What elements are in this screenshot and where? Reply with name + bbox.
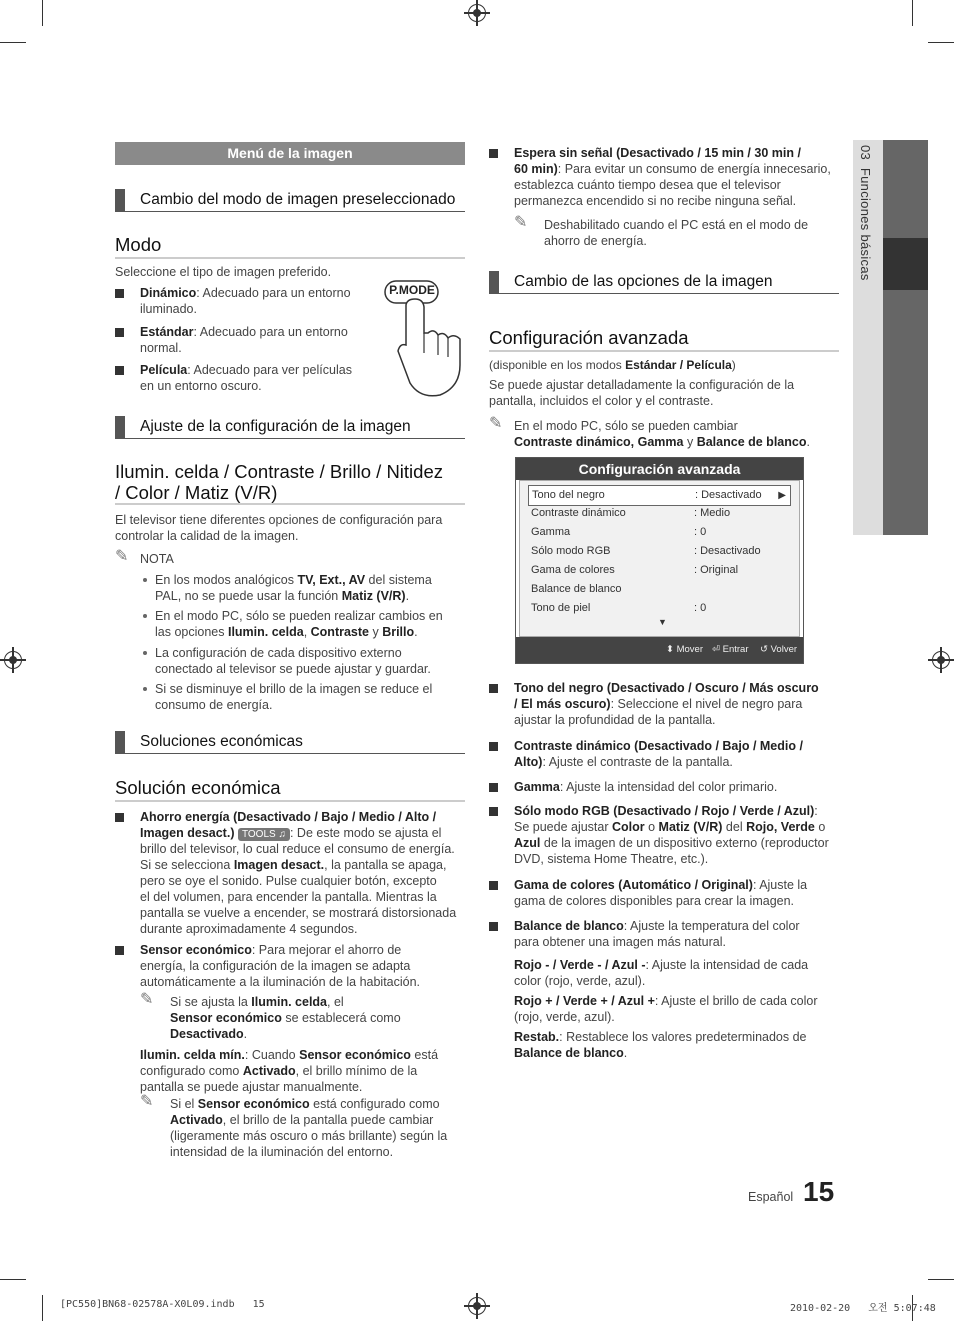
osd-hint-move: ⬍ Mover (666, 644, 704, 655)
section-heading: Solución económica (115, 776, 465, 802)
crop-mark (0, 1279, 26, 1280)
paragraph: (disponible en los modos Estándar / Película) (489, 358, 736, 372)
bullet-icon (489, 149, 498, 158)
note-item: Deshabilitado cuando el PC está en el modo de ahorro de energía. (544, 218, 809, 248)
list-item: Película: Adecuado para ver películas en un entorno oscuro. (140, 363, 352, 393)
crop-mark (42, 0, 43, 26)
footer-date: 2010-02-20 오전 5:07:48 (790, 1303, 936, 1314)
footer-file: [PC550]BN68-02578A-X0L09.indb 15 (60, 1299, 265, 1310)
bullet-icon (489, 881, 498, 890)
bullet-icon (115, 289, 124, 298)
osd-list (519, 480, 800, 637)
note-item: En los modos analógicos TV, Ext., AV del sistema PAL, no se puede usar la función Matiz (V/R). (155, 573, 432, 603)
bullet-icon (489, 922, 498, 931)
dot-bullet-icon (143, 651, 147, 655)
paragraph: Rojo - / Verde - / Azul -: Ajuste la intensidad de cada color (rojo, verde, azul). (514, 958, 809, 988)
note-item: En el modo PC, sólo se pueden realizar cambios en las opciones Ilumin. celda, Contraste y Brillo. (155, 609, 443, 639)
paragraph: El televisor tiene diferentes opciones de configuración para controlar la calidad de la imagen. (115, 513, 443, 543)
crop-mark (0, 42, 26, 43)
paragraph: Rojo + / Verde + / Azul +: Ajuste el brillo de cada color (rojo, verde, azul). (514, 994, 818, 1024)
dot-bullet-icon (143, 614, 147, 618)
list-item: Sensor económico: Para mejorar el ahorro de energía, la configuración de la imagen se adapta automáticamente a la iluminación de la habitación. (140, 943, 421, 989)
note-pencil-icon: ✎ (514, 214, 528, 231)
list-item: Dinámico: Adecuado para un entorno iluminado. (140, 286, 351, 316)
list-item: Contraste dinámico (Desactivado / Bajo / Medio / Alto): Ajuste el contraste de la pantalla. (514, 739, 803, 769)
crop-mark (928, 42, 954, 43)
section-heading: Configuración avanzada (489, 326, 839, 352)
osd-row-selected[interactable]: Tono del negro : Desactivado ▶ (528, 485, 791, 506)
osd-footer (516, 637, 803, 663)
subsection-heading: Cambio del modo de imagen preseleccionado (115, 189, 465, 212)
section-heading: Ilumin. celda / Contraste / Brillo / Nitidez / Color / Matiz (V/R) (115, 461, 465, 505)
note-item: En el modo PC, sólo se pueden cambiar Contraste dinámico, Gamma y Balance de blanco. (514, 419, 810, 449)
note-pencil-icon: ✎ (140, 1093, 154, 1110)
osd-row[interactable]: Contraste dinámico : Medio (531, 507, 731, 519)
note-item: La configuración de cada dispositivo externo conectado al televisor se puede ajustar y guardar. (155, 646, 431, 676)
registration-mark-icon (4, 651, 22, 669)
paragraph: Seleccione el tipo de imagen preferido. (115, 265, 332, 279)
crop-mark (928, 1279, 954, 1280)
list-item: Espera sin señal (Desactivado / 15 min / 30 min / 60 min): Para evitar un consumo de energía innecesario, establezca cuánto tiempo desea que el televisor permanezca encendido si no recibe ninguna señal. (514, 146, 831, 208)
osd-row[interactable]: Gamma : 0 (531, 526, 707, 538)
osd-row[interactable]: Gama de colores : Original (531, 564, 739, 576)
paragraph: Restab.: Restablece los valores predeterminados de Balance de blanco. (514, 1030, 807, 1060)
note-item: Si el Sensor económico está configurado como Activado, el brillo de la pantalla puede cambiar (ligeramente más oscuro o más brillante) según la intensidad de la iluminación del entorno. (170, 1097, 448, 1159)
osd-row[interactable]: Tono de piel : 0 (531, 602, 707, 614)
chapter-tab-dark (883, 140, 928, 535)
list-item: Ahorro energía (Desactivado / Bajo / Medio / Alto / Imagen desact.) TOOLS ♫ : De este modo se ajusta el brillo del televisor, lo cual reduce el consumo de energía. Si se selecciona Imagen desact., la pantalla se apaga, pero se oye el sonido. Pulse cualquier botón, excepto el del volumen, para encender la pantalla. Mientras la pantalla se vuelve a encender, se mostrará distorsionada durante aproximadamente 4 segundos. (140, 810, 457, 936)
osd-menu (515, 457, 804, 664)
bullet-icon (489, 783, 498, 792)
arrow-right-icon: ▶ (778, 490, 786, 501)
scroll-down-icon[interactable]: ▼ (658, 617, 667, 627)
subsection-heading: Ajuste de la configuración de la imagen (115, 416, 465, 439)
note-pencil-icon: ✎ (140, 991, 154, 1008)
subsection-heading: Cambio de las opciones de la imagen (489, 271, 839, 294)
registration-mark-icon (932, 651, 950, 669)
bullet-icon (115, 946, 124, 955)
note-label: NOTA (140, 552, 174, 566)
list-item: Tono del negro (Desactivado / Oscuro / Más oscuro / El más oscuro): Seleccione el nivel de negro para ajustar la profundidad de la pantalla. (514, 681, 819, 727)
osd-row[interactable]: Balance de blanco (531, 583, 622, 595)
note-pencil-icon: ✎ (489, 415, 503, 432)
dot-bullet-icon (143, 578, 147, 582)
page-number: 15 (803, 1176, 835, 1207)
bullet-icon (115, 813, 124, 822)
note-pencil-icon: ✎ (115, 548, 129, 565)
section-heading: Modo (115, 233, 465, 259)
paragraph: Se puede ajustar detalladamente la configuración de la pantalla, incluidos el color y el contraste. (489, 378, 795, 408)
list-item: Sólo modo RGB (Desactivado / Rojo / Verde / Azul): Se puede ajustar Color o Matiz (V/R) del Rojo, Verde o Azul de la imagen de un dispositivo externo (reproductor DVD, sistema Home Theatre, etc.). (514, 804, 829, 866)
subsection-heading: Soluciones económicas (115, 731, 465, 754)
chapter-label: 03 Funciones básicas (858, 145, 873, 281)
crop-mark (42, 1295, 43, 1321)
note-item: Si se disminuye el brillo de la imagen se reduce el consumo de energía. (155, 682, 433, 712)
registration-mark-icon (468, 4, 486, 22)
osd-hint-enter: ⏎ Entrar (712, 644, 749, 655)
dot-bullet-icon (143, 687, 147, 691)
crop-mark (912, 0, 913, 26)
list-item: Balance de blanco: Ajuste la temperatura del color para obtener una imagen más natural. (514, 919, 800, 949)
list-item: Gamma: Ajuste la intensidad del color primario. (514, 780, 778, 794)
pmode-button-label: P.MODE (389, 283, 435, 297)
bullet-icon (115, 366, 124, 375)
list-item: Gama de colores (Automático / Original): Ajuste la gama de colores disponibles para crear la imagen. (514, 878, 808, 908)
section-bar: Menú de la imagen (115, 142, 465, 165)
registration-mark-icon (468, 1297, 486, 1315)
chapter-tab-marker (883, 238, 928, 290)
bullet-icon (489, 684, 498, 693)
footer-language: Español (748, 1190, 794, 1204)
bullet-icon (115, 328, 124, 337)
paragraph: Ilumin. celda mín.: Cuando Sensor económico está configurado como Activado, el brillo mínimo de la pantalla se puede ajustar manualmente. (140, 1048, 439, 1094)
tools-badge-icon: TOOLS ♫ (238, 828, 290, 841)
osd-title: Configuración avanzada (516, 458, 803, 480)
note-item: Si se ajusta la Ilumin. celda, el Sensor económico se establecerá como Desactivado. (170, 995, 401, 1041)
list-item: Estándar: Adecuado para un entorno normal. (140, 325, 348, 355)
osd-row[interactable]: Sólo modo RGB : Desactivado (531, 545, 761, 557)
bullet-icon (489, 807, 498, 816)
osd-hint-return: ↺ Volver (760, 644, 798, 655)
bullet-icon (489, 742, 498, 751)
